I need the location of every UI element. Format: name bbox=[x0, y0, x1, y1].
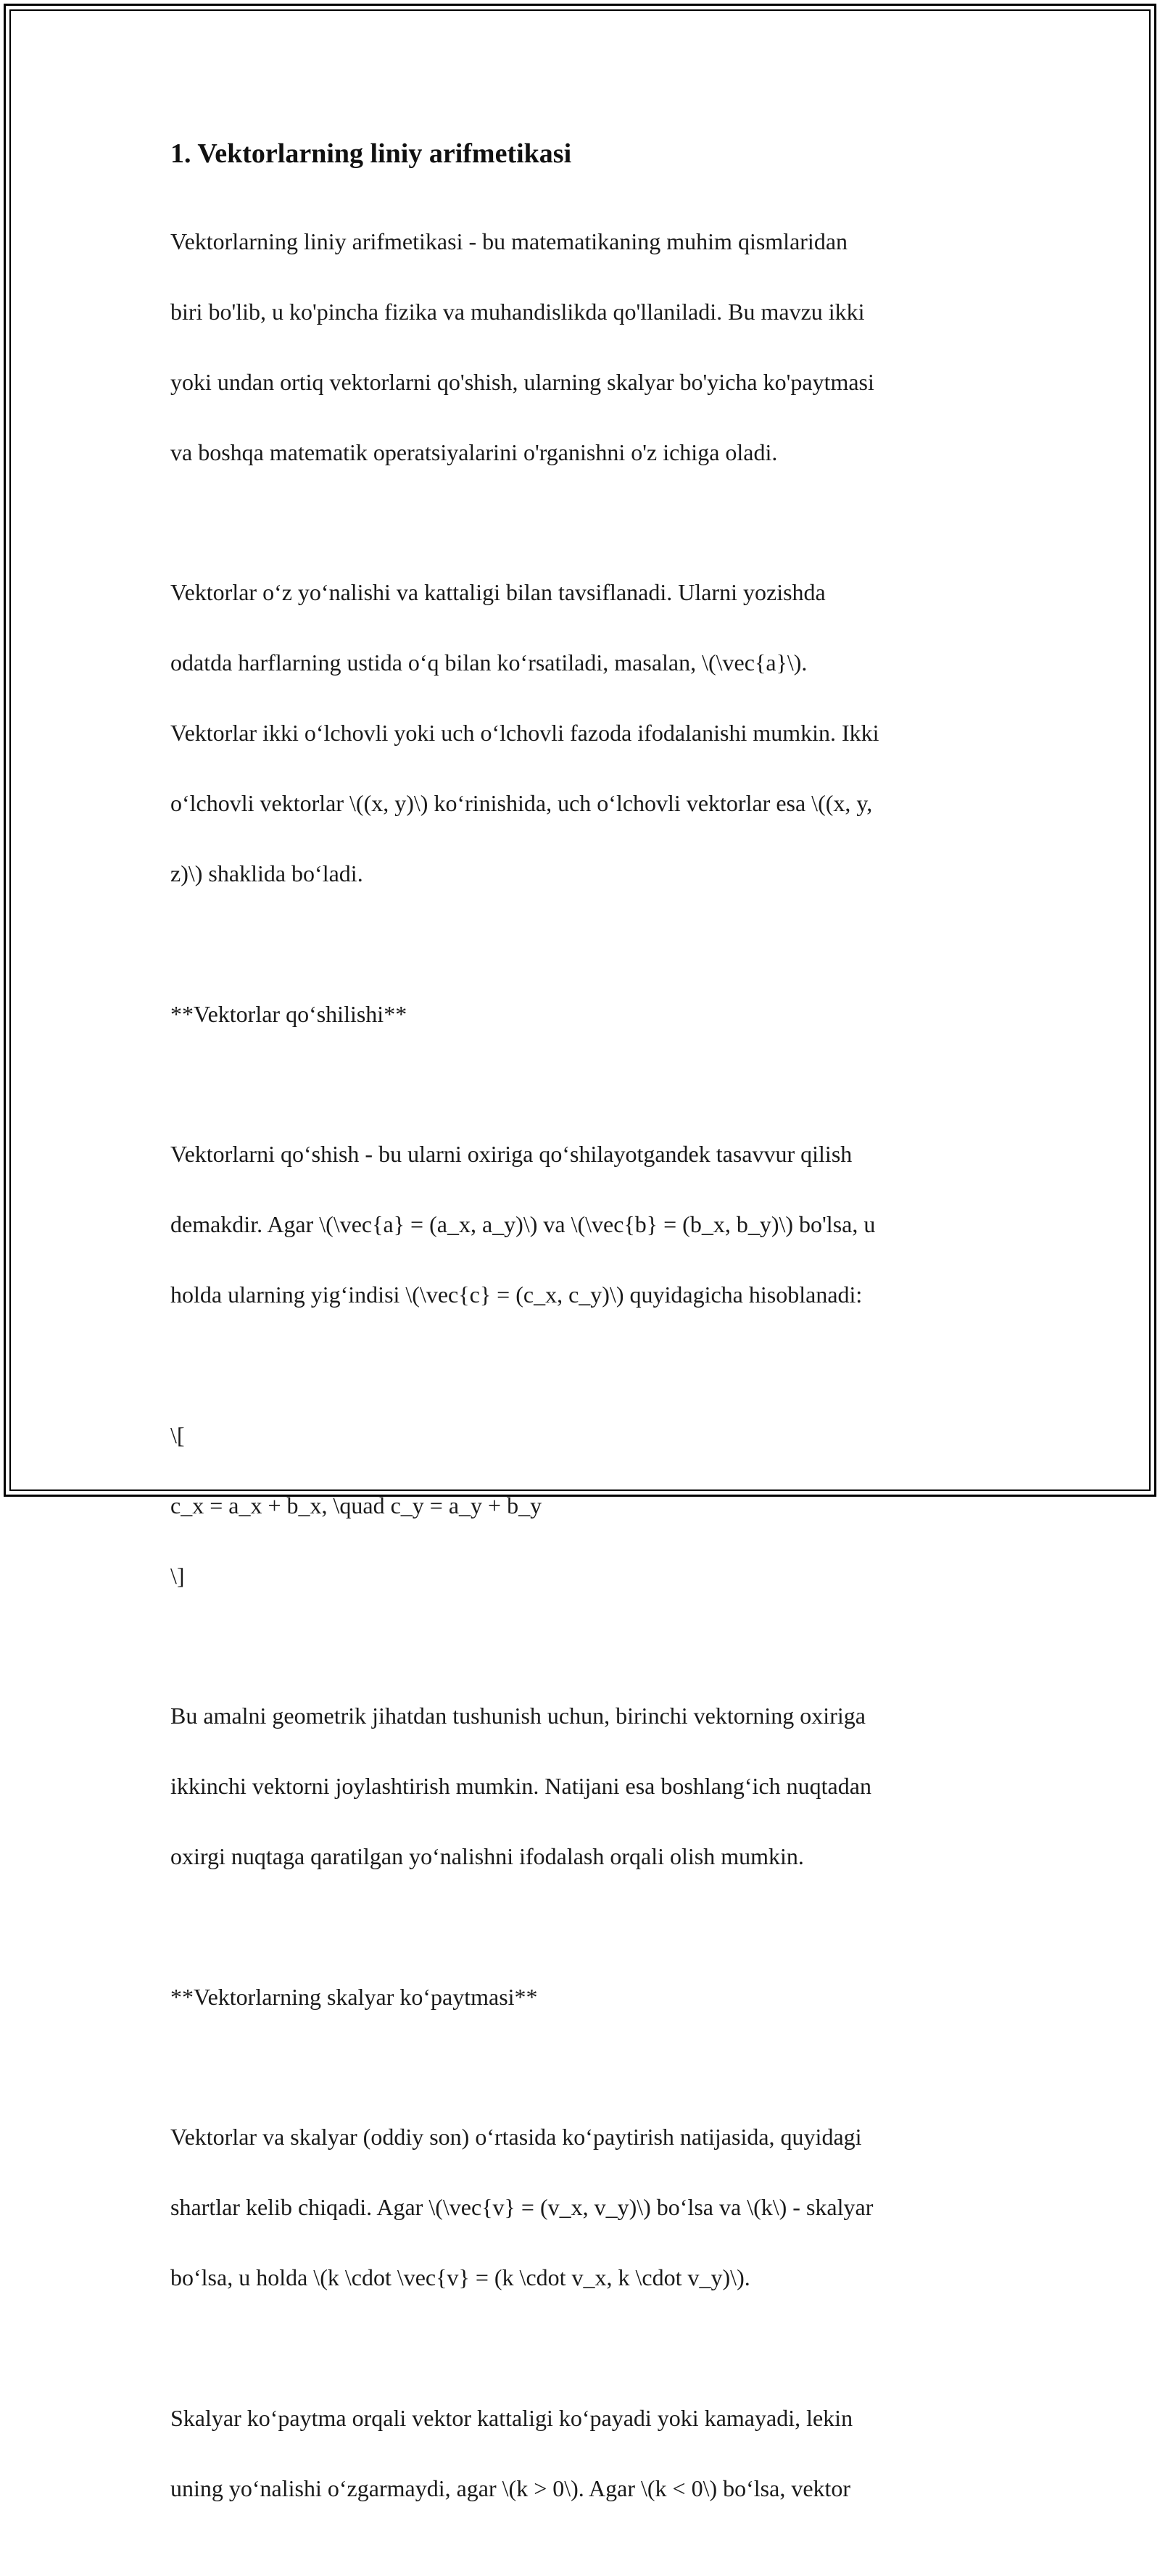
formula-block bbox=[170, 1382, 997, 1629]
text-line: va boshqa matematik operatsiyalarini o'rganishni o'z ichiga oladi. bbox=[170, 439, 778, 465]
text-line: o‘lchovli vektorlar \((x, y)\) ko‘rinishida, uch o‘lchovli vektorlar esa \((x, y, bbox=[170, 790, 873, 816]
text-line: oxirgi nuqtaga qaratilgan yo‘nalishni ifodalash orqali olish mumkin. bbox=[170, 1843, 804, 1869]
section-heading: 1. Vektorlarning liniy arifmetikasi bbox=[170, 138, 572, 169]
text-line: Vektorlarning liniy arifmetikasi - bu matematikaning muhim qismlaridan bbox=[170, 228, 848, 254]
text-line: uning yo‘nalishi o‘zgarmaydi, agar \(k > 0\). Agar \(k < 0\) bo‘lsa, vektor bbox=[170, 2475, 851, 2501]
text-line: demakdir. Agar \(\vec{a} = (a_x, a_y)\) va \(\vec{b} = (b_x, b_y)\) bo'lsa, u bbox=[170, 1211, 876, 1237]
subheading-vector-addition bbox=[170, 961, 997, 1067]
paragraph-intro bbox=[170, 188, 997, 505]
text-line: Vektorlar va skalyar (oddiy son) o‘rtasida ko‘paytirish natijasida, quyidagi bbox=[170, 2124, 862, 2150]
text-line: bo‘lsa, u holda \(k \cdot \vec{v} = (k \cdot v_x, k \cdot v_y)\). bbox=[170, 2264, 750, 2290]
paragraph-scalar-product bbox=[170, 2085, 997, 2331]
text-line: odatda harflarning ustida o‘q bilan ko‘rsatiladi, masalan, \(\vec{a}\). bbox=[170, 649, 808, 676]
text-line: Vektorlar ikki o‘lchovli yoki uch o‘lchovli fazoda ifodalanishi mumkin. Ikki bbox=[170, 720, 879, 746]
text-line: z)\) shaklida bo‘ladi. bbox=[170, 860, 363, 886]
text-line: Bu amalni geometrik jihatdan tushunish uchun, birinchi vektorning oxiriga bbox=[170, 1703, 866, 1729]
text-line: ikkinchi vektorni joylashtirish mumkin. Natijani esa boshlang‘ich nuqtadan bbox=[170, 1773, 871, 1799]
text-line: \[ bbox=[170, 1421, 185, 1448]
text-line: \] bbox=[170, 1562, 185, 1589]
text-line: Vektorlarni qo‘shish - bu ularni oxiriga qo‘shilayotgandek tasavvur qilish bbox=[170, 1141, 853, 1167]
paragraph-vector-definition bbox=[170, 540, 997, 927]
paragraph-geometric bbox=[170, 1663, 997, 1910]
text-line: Vektorlar o‘z yo‘nalishi va kattaligi bilan tavsiflanadi. Ularni yozishda bbox=[170, 579, 826, 605]
paragraph-scalar-effect bbox=[170, 2365, 997, 2541]
text-line: yoki undan ortiq vektorlarni qo'shish, ularning skalyar bo'yicha ko'paytmasi bbox=[170, 368, 874, 395]
text-line: holda ularning yig‘indisi \(\vec{c} = (c_x, c_y)\) quyidagicha hisoblanadi: bbox=[170, 1281, 863, 1308]
text-line: Skalyar ko‘paytma orqali vektor kattaligi ko‘payadi yoki kamayadi, lekin bbox=[170, 2404, 853, 2431]
subheading-scalar-product bbox=[170, 1944, 997, 2050]
text-line: biri bo'lib, u ko'pincha fizika va muhandislikda qo'llaniladi. Bu mavzu ikki bbox=[170, 298, 865, 325]
text-line: **Vektorlar qo‘shilishi** bbox=[170, 1000, 407, 1027]
document-body bbox=[170, 135, 997, 2576]
text-line: **Vektorlarning skalyar ko‘paytmasi** bbox=[170, 1983, 538, 2010]
text-line: c_x = a_x + b_x, \quad c_y = a_y + b_y bbox=[170, 1492, 542, 1518]
paragraph-vector-addition bbox=[170, 1102, 997, 1348]
text-line: shartlar kelib chiqadi. Agar \(\vec{v} = (v_x, v_y)\) bo‘lsa va \(k\) - skalyar bbox=[170, 2194, 874, 2220]
